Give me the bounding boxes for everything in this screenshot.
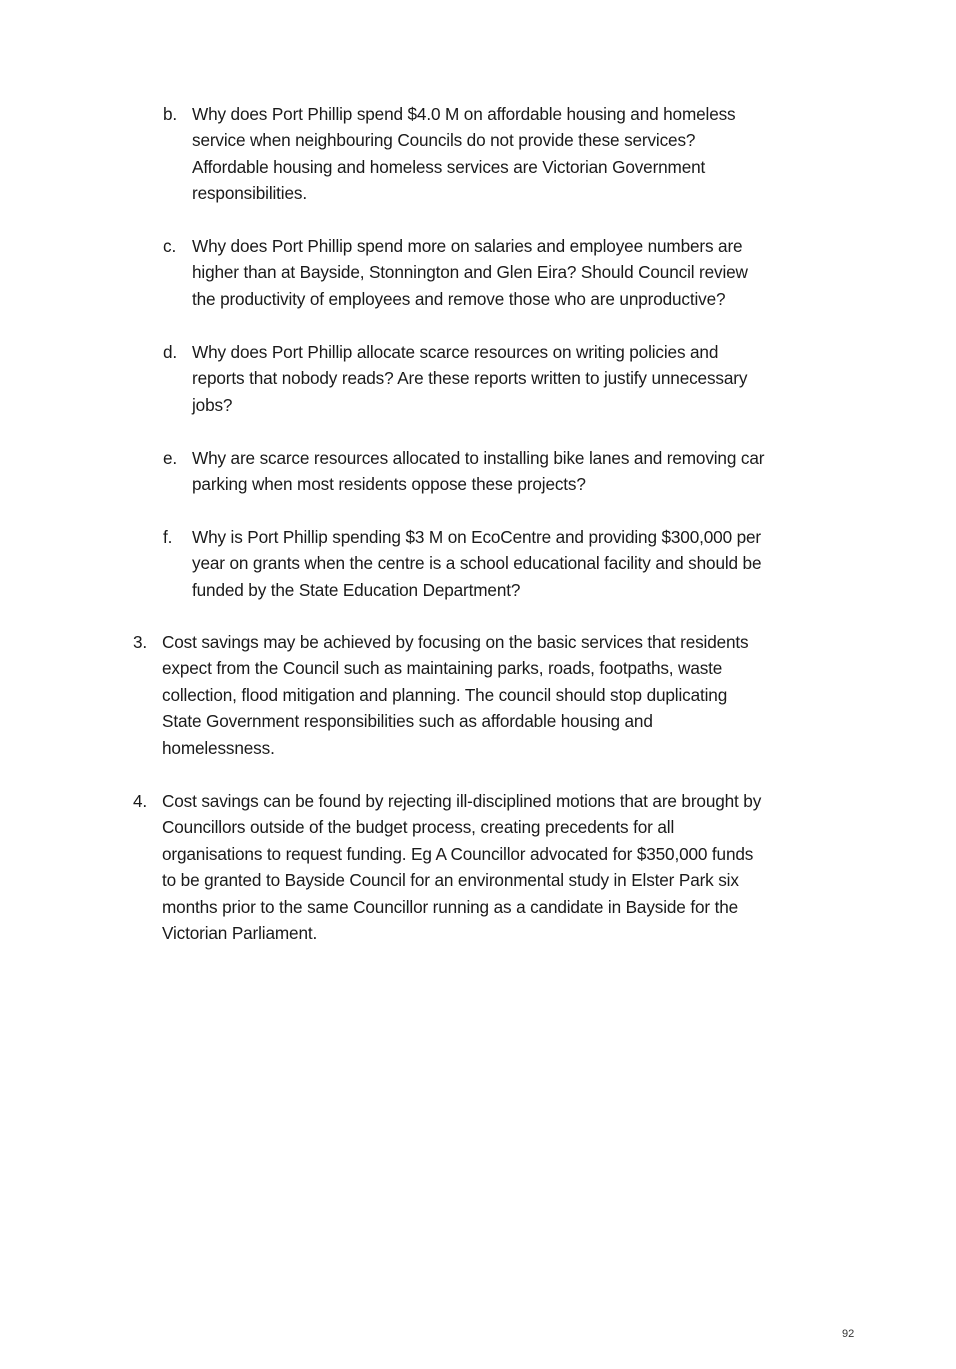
list-item-text: Why does Port Phillip spend more on salaries and employee numbers are higher than at Bayside, Stonnington and Glen Eira? Should Council review the productivity of employees and remove those who are unproductive? <box>192 236 748 309</box>
list-marker: c. <box>163 236 177 256</box>
list-marker: d. <box>163 342 178 362</box>
list-marker: 3. <box>133 632 148 652</box>
list-item-text: Why is Port Phillip spending $3 M on EcoCentre and providing $300,000 per year on grants when the centre is a school educational facility and should be funded by the State Education Department? <box>192 527 762 600</box>
list-marker: e. <box>163 448 178 468</box>
list-marker: 4. <box>133 791 148 811</box>
list-marker: b. <box>163 104 178 124</box>
list-item-text: Why does Port Phillip allocate scarce resources on writing policies and reports that nobody reads? Are these reports written to justify unnecessary jobs? <box>192 342 748 415</box>
page-number: 92 <box>842 1328 855 1340</box>
list-item-text: Cost savings can be found by rejecting ill-disciplined motions that are brought by Councillors outside of the budget process, creating precedents for all organisations to request funding. Eg A Councillor advocated for $350,000 funds to be granted to Bayside Council for an environmental study in Elster Park six months prior to the same Councillor running as a candidate in Bayside for the Victorian Parliament. <box>162 791 762 944</box>
list-marker: f. <box>163 527 173 547</box>
list-item-text: Why does Port Phillip spend $4.0 M on affordable housing and homeless service when neighbouring Councils do not provide these services? Affordable housing and homeless services are Victorian Government responsibilities. <box>192 104 736 204</box>
list-item-text: Cost savings may be achieved by focusing on the basic services that residents expect from the Council such as maintaining parks, roads, footpaths, waste collection, flood mitigation and planning. The council should stop duplicating State Government responsibilities such as affordable housing and homelessness. <box>162 632 749 758</box>
list-item-text: Why are scarce resources allocated to installing bike lanes and removing car parking when most residents oppose these projects? <box>192 448 765 495</box>
